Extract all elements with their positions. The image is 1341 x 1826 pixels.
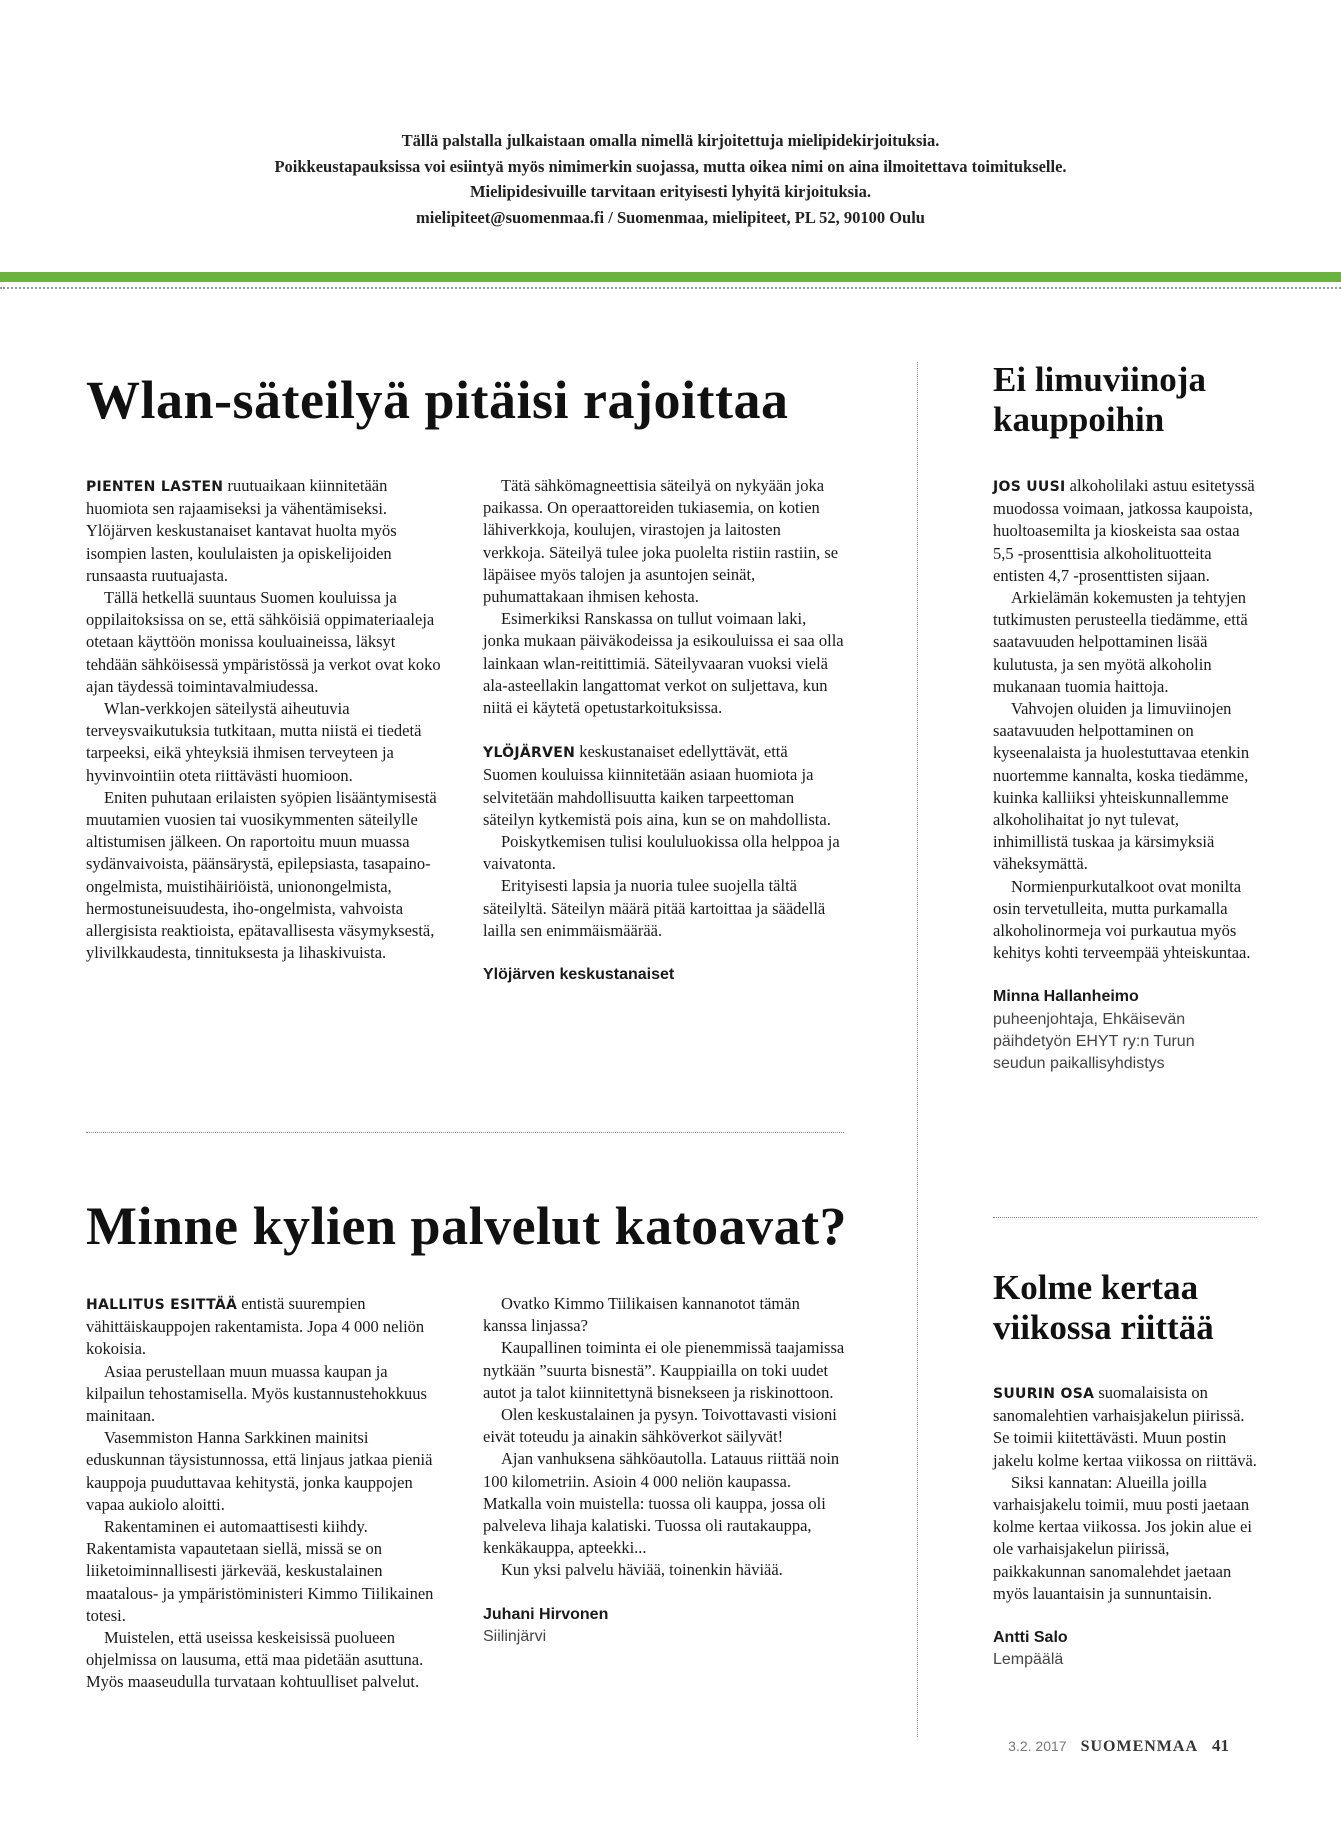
green-divider: [0, 272, 1341, 282]
article-title: Wlan-säteilyä pitäisi rajoittaa: [86, 370, 789, 430]
author-role: päihdetyön EHYT ry:n Turun: [993, 1032, 1195, 1050]
publication-name: SUOMENMAA: [1080, 1738, 1198, 1755]
article-column: [483, 475, 845, 986]
paragraph: Kaupallinen toiminta ei ole pienemmissä taajamissa nytkään ”suurta bisnestä”. Kauppiailla on toki uudet autot ja talot kiinnitettynä bisnekseen ja riskinottoon.: [483, 1338, 845, 1402]
column-separator: [917, 362, 918, 1737]
lead-words: YLÖJÄRVEN: [483, 745, 576, 762]
author-signature: Ylöjärven keskustanaiset: [483, 966, 675, 984]
intro-line: Mielipidesivuille tarvitaan erityisesti lyhyitä kirjoituksia.: [469, 182, 872, 201]
sidebar-article-title: Ei limuviinoja kauppoihin: [993, 360, 1206, 439]
paragraph: Kun yksi palvelu häviää, toinenkin häviää.: [501, 1560, 783, 1580]
paragraph: Arkielämän kokemusten ja tehtyjen tutkimusten perusteella tiedämme, että saatavuuden helpottaminen lisää kulutusta, ja sen myötä alkoholin mukanaan tuomia haittoja.: [993, 588, 1248, 696]
paragraph: Siksi kannatan: Alueilla joilla varhaisjakelu toimii, muu posti jaetaan kolme kertaa viikossa. Jos jokin alue ei ole varhaisjakelun piirissä, paikkakunnan sanomalehdet jaetaan myös lauantaisin ja sunnuntaisin.: [993, 1472, 1252, 1603]
lead-words: PIENTEN LASTEN: [86, 479, 224, 495]
paragraph: YLÖJÄRVEN keskustanaiset edellyttävät, että Suomen kouluissa kiinnitetään asiaan huomiota ja selvitetään mahdollisuutta kaiken tarpeettoman säteilyn kytkemistä pois aina, kun se on mahdollista.: [483, 742, 831, 829]
paragraph: Ovatko Kimmo Tiilikaisen kannanotot tämän kanssa linjassa?: [483, 1294, 800, 1336]
paragraph: Olen keskustalainen ja pysyn. Toivottavasti visioni eivät toteudu ja ainakin sähköverkot säilyvät!: [483, 1405, 837, 1447]
page-number: 41: [1212, 1736, 1229, 1755]
lead-words: HALLITUS ESITTÄÄ: [86, 1297, 238, 1313]
paragraph: Asiaa perustellaan muun muassa kaupan ja kilpailun tehostamisella. Myös kustannustehokkuus mainitaan.: [86, 1361, 427, 1426]
paragraph: Muistelen, että useissa keskeisissä puolueen ohjelmissa on lausuma, että maa pidetään asuttuna. Myös maaseudulla turvataan kohtuulliset palvelut.: [86, 1628, 424, 1692]
article-column: [483, 1293, 845, 1648]
author-signature: Antti Salo: [993, 1629, 1068, 1647]
sidebar-article-column: [993, 1382, 1258, 1671]
dotted-divider: [0, 287, 1341, 289]
article-title: Minne kylien palvelut katoavat?: [86, 1196, 848, 1256]
intro-line: Poikkeustapauksissa voi esiintyä myös nimimerkin suojassa, mutta oikea nimi on aina ilmoitettava toimitukselle.: [274, 156, 1067, 176]
paragraph: Rakentaminen ei automaattisesti kiihdy. Rakentamista vapautetaan siellä, missä se on liiketoiminnallisesti järkevää, keskustalainen maatalous- ja ympäristöministeri Kimmo Tiilikainen totesi.: [86, 1517, 434, 1625]
paragraph: HALLITUS ESITTÄÄ entistä suurempien vähittäiskauppojen rakentamista. Jopa 4 000 neliön kokoisia.: [86, 1294, 425, 1359]
author-place: Lempäälä: [993, 1651, 1064, 1669]
paragraph: Wlan-verkkojen säteilystä aiheutuvia terveysvaikutuksia tutkitaan, mutta niistä ei tiedetä tarpeeksi, eikä yhteyksiä ihmisen terveyteen ja hyvinvointiin oteta riittävästi huomioon.: [86, 699, 422, 785]
paragraph: Tällä hetkellä suuntaus Suomen kouluissa ja oppilaitoksissa on se, että sähköisiä oppimateriaaleja otetaan käyttöön monissa kouluaineissa, läksyt tehdään sähköisessä ympäristössä ja verkot ovat koko ajan täydessä toimintavalmiudessa.: [86, 588, 441, 696]
paragraph: JOS UUSI alkoholilaki astuu esitetyssä muodossa voimaan, jatkossa kaupoista, huoltoasemilta ja kioskeista saa ostaa 5,5 -prosenttisia alkoholituotteita entisten 4,7 -prosenttisten sijaan.: [993, 476, 1255, 585]
paragraph: Poiskytkemisen tulisi koululuokissa olla helppoa ja vaivatonta.: [483, 832, 840, 874]
article-column: [86, 1293, 448, 1694]
dotted-divider: [993, 1217, 1257, 1218]
article-column: [86, 475, 448, 964]
author-signature: Juhani Hirvonen: [483, 1605, 609, 1623]
paragraph: SUURIN OSA suomalaisista on sanomalehtien varhaisjakelun piirissä. Se toimii kiitettävästi. Muun postin jakelu kolme kertaa viikossa on riittävä.: [993, 1383, 1257, 1470]
lead-words: JOS UUSI: [993, 479, 1066, 495]
sidebar-article-column: [993, 475, 1258, 1075]
page-footer: [1008, 1736, 1229, 1756]
intro-line: Tällä palstalla julkaistaan omalla nimellä kirjoitettuja mielipidekirjoituksia.: [401, 131, 940, 150]
paragraph: Vasemmiston Hanna Sarkkinen mainitsi eduskunnan täysistunnossa, että linjaus jatkaa pieniä kauppoja puuduttavaa kehitystä, jonka kauppojen vapaa aukiolo aloitti.: [86, 1428, 433, 1514]
intro-contact: mielipiteet@suomenmaa.fi / Suomenmaa, mielipiteet, PL 52, 90100 Oulu: [416, 207, 925, 227]
column-intro: [0, 128, 1341, 230]
paragraph: Esimerkiksi Ranskassa on tullut voimaan laki, jonka mukaan päiväkodeissa ja esikouluissa ei saa olla lainkaan wlan-reitittimiä. Säteilyvaaran vuoksi vielä ala-asteellakin langattomat verkot on suljettava, kun niitä ei käytetä opetustarkoituksissa.: [483, 609, 844, 718]
author-place: Siilinjärvi: [483, 1627, 547, 1645]
lead-words: SUURIN OSA: [993, 1386, 1095, 1402]
paragraph: Erityisesti lapsia ja nuoria tulee suojella tältä säteilyltä. Säteilyn määrä pitää kartoittaa ja säädellä lailla sen enimmäismäärää.: [483, 876, 826, 940]
author-role: seudun paikallisyhdistys: [993, 1054, 1165, 1072]
dotted-divider: [86, 1132, 844, 1133]
author-role: puheenjohtaja, Ehkäisevän: [993, 1010, 1186, 1028]
author-signature: Minna Hallanheimo: [993, 988, 1139, 1006]
sidebar-article-title: Kolme kertaa viikossa riittää: [993, 1268, 1214, 1347]
paragraph: Vahvojen oluiden ja limuviinojen saatavuuden helpottaminen on kyseenalaista ja huolestuttavaa etenkin nuortemme kannalta, koska tiedämme, kuinka kalliiksi yhteiskunnallemme alkoholihaitat jo nyt tulevat, inhimillistä tuskaa ja kärsimyksiä väheksymättä.: [993, 699, 1250, 874]
paragraph: Normienpurkutalkoot ovat monilta osin tervetulleita, mutta purkamalla alkoholinormeja voi purkautua myös kehitys kohti terveempää yhteiskuntaa.: [993, 876, 1251, 963]
paragraph: PIENTEN LASTEN ruutuaikaan kiinnitetään huomiota sen rajaamiseksi ja vähentämiseksi. Ylöjärven keskustanaiset kantavat huolta myös isompien lasten, koululaisten ja opiskelijoiden runsaasta ruutuajasta.: [86, 476, 397, 585]
paragraph: Ajan vanhuksena sähköautolla. Latauus riittää noin 100 kilometriin. Asioin 4 000 neliön kaupassa. Matkalla voin muistella: tuossa oli kauppa, jossa oli palveleva lihaja kalatiski. Tuossa oli rautakauppa, kenkäkauppa, apteekki...: [483, 1449, 840, 1558]
paragraph: Eniten puhutaan erilaisten syöpien lisääntymisestä muutamien vuosien tai vuosikymmenten säteilylle altistumisen jälkeen. On raportoitu muun muassa sydänvaivoista, päänsärystä, epilepsiasta, tasapaino-ongelmista, muistihäiriöistä, unionongelmista, hermostuneisuudesta, iho-ongelmista, vahvoista allergisista reaktioista, epätavallisesta väsymyksestä, ylivilkkaudesta, tinnituksesta ja lihaskivuista.: [86, 787, 437, 963]
issue-date: 3.2. 2017: [1008, 1738, 1067, 1754]
paragraph: Tätä sähkömagneettisia säteilyä on nykyään joka paikassa. On operaattoreiden tukiasemia, on kotien lähiverkkoja, koulujen, virastojen ja laitosten verkkoja. Säteilyä tulee joka puolelta ristiin rastiin, se läpäisee myös talojen ja asuntojen seinät, puhumattakaan ihmisen kehosta.: [483, 476, 839, 607]
